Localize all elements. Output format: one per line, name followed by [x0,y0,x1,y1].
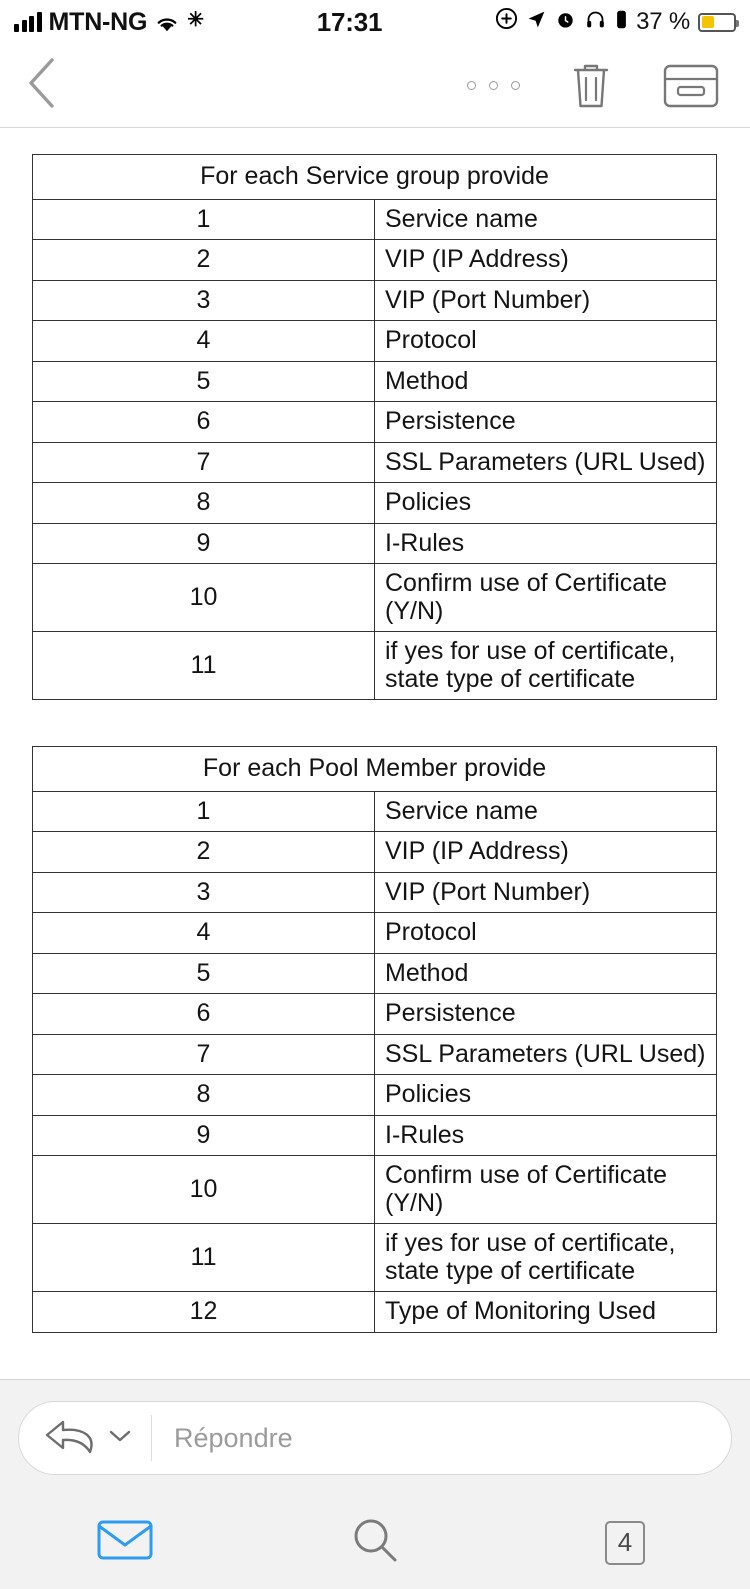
bell-icon [615,8,628,37]
row-label: Confirm use of Certificate (Y/N) [375,564,717,632]
reply-input[interactable]: Répondre [174,1422,293,1453]
row-number: 7 [33,1034,375,1075]
table-row [33,1156,717,1224]
service-group-table [32,154,717,700]
headphones-icon [584,8,607,37]
archive-box-icon[interactable] [662,60,720,112]
row-label: Service name [375,199,717,240]
table-caption: For each Pool Member provide [33,747,717,792]
row-label: Service name [375,791,717,832]
row-label: if yes for use of certificate, state type of certificate [375,632,717,700]
row-label: Method [375,953,717,994]
reply-input-container[interactable] [18,1401,732,1475]
more-options-icon[interactable] [467,81,520,90]
table-row [33,523,717,564]
table-row [33,1115,717,1156]
row-number: 6 [33,402,375,443]
row-label: Policies [375,483,717,524]
table-row [33,1075,717,1116]
row-number: 7 [33,442,375,483]
do-not-disturb-icon [495,7,518,37]
signal-bars-icon [14,12,42,32]
row-number: 12 [33,1292,375,1333]
table-row [33,872,717,913]
mail-icon[interactable] [97,1518,153,1567]
row-number: 2 [33,240,375,281]
row-number: 8 [33,483,375,524]
row-label: VIP (Port Number) [375,280,717,321]
table-row [33,442,717,483]
row-number: 6 [33,994,375,1035]
tab-count-badge[interactable]: 4 [605,1521,645,1565]
row-number: 5 [33,361,375,402]
table-row [33,832,717,873]
row-label: I-Rules [375,1115,717,1156]
tab-count[interactable] [500,1521,750,1565]
row-number: 10 [33,564,375,632]
table-row [33,913,717,954]
row-label: VIP (IP Address) [375,240,717,281]
row-label: Persistence [375,402,717,443]
table-row [33,953,717,994]
pool-member-table [32,746,717,1333]
table-row [33,564,717,632]
table-row [33,632,717,700]
message-body [0,128,750,1379]
tab-mail[interactable] [0,1518,250,1567]
row-label: I-Rules [375,523,717,564]
reply-action-button[interactable] [41,1414,151,1463]
row-number: 3 [33,280,375,321]
row-number: 5 [33,953,375,994]
row-label: SSL Parameters (URL Used) [375,1034,717,1075]
battery-percent-label: 37 % [636,8,690,35]
table-row [33,1292,717,1333]
table-row [33,1034,717,1075]
status-bar [0,0,750,44]
row-number: 4 [33,321,375,362]
row-number: 4 [33,913,375,954]
alarm-clock-icon [555,8,576,37]
row-number: 9 [33,1115,375,1156]
row-label: Confirm use of Certificate (Y/N) [375,1156,717,1224]
row-label: Method [375,361,717,402]
table-row [33,994,717,1035]
battery-icon [698,13,736,32]
row-number: 3 [33,872,375,913]
navigation-bar [0,44,750,128]
reply-bar [0,1379,750,1497]
row-number: 1 [33,199,375,240]
tab-bar [0,1497,750,1589]
table-caption: For each Service group provide [33,155,717,200]
search-icon[interactable] [350,1515,400,1570]
row-label: if yes for use of certificate, state type of certificate [375,1224,717,1292]
row-label: Policies [375,1075,717,1116]
clock-label: 17:31 [316,6,383,37]
table-row [33,483,717,524]
row-label: Persistence [375,994,717,1035]
row-number: 1 [33,791,375,832]
table-row [33,240,717,281]
table-row [33,1224,717,1292]
tab-search[interactable] [250,1515,500,1570]
reply-arrow-icon[interactable] [41,1414,97,1463]
chevron-down-icon[interactable] [107,1427,133,1450]
table-row [33,361,717,402]
table-row [33,791,717,832]
row-number: 10 [33,1156,375,1224]
table-row [33,321,717,362]
table-row [33,280,717,321]
reply-divider [151,1415,152,1461]
row-label: Type of Monitoring Used [375,1292,717,1333]
table-row [33,199,717,240]
row-label: Protocol [375,913,717,954]
table-row [33,402,717,443]
carrier-label: MTN-NG [48,7,148,36]
row-label: Protocol [375,321,717,362]
spinner-icon: ✳ [187,9,204,31]
row-number: 9 [33,523,375,564]
row-number: 11 [33,632,375,700]
wifi-icon [154,12,180,32]
row-number: 8 [33,1075,375,1116]
location-arrow-icon [526,8,547,37]
row-label: VIP (IP Address) [375,832,717,873]
row-label: SSL Parameters (URL Used) [375,442,717,483]
row-number: 11 [33,1224,375,1292]
row-number: 2 [33,832,375,873]
row-label: VIP (Port Number) [375,872,717,913]
trash-icon[interactable] [566,58,616,114]
back-chevron-icon[interactable] [24,56,58,110]
